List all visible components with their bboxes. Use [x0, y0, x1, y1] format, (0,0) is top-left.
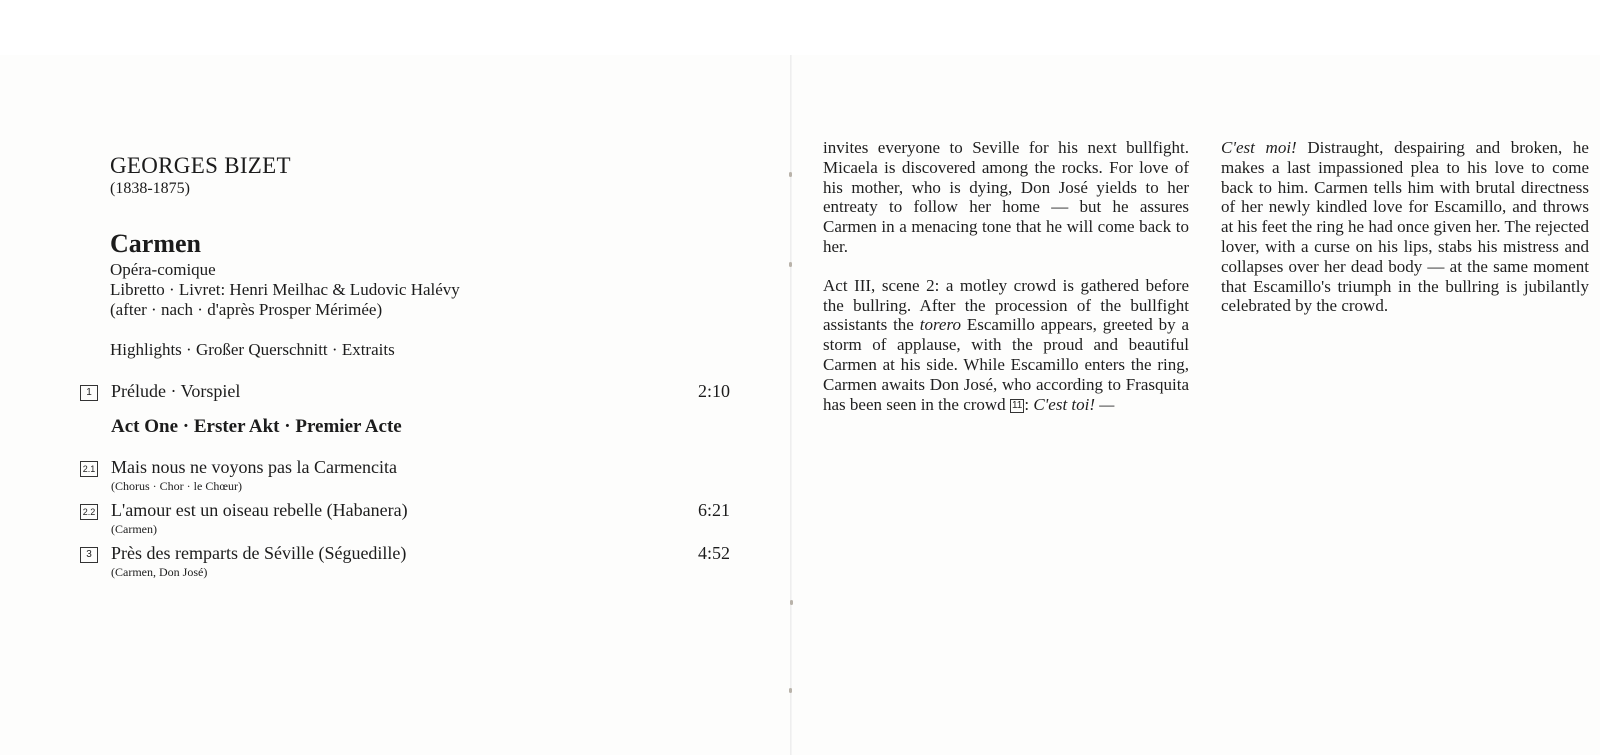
track-number: 1 — [80, 385, 98, 401]
track-number: 3 — [80, 547, 98, 563]
track-performers: (Carmen, Don José) — [111, 565, 208, 579]
track-2-1 — [0, 457, 730, 501]
composer-name: GEORGES BIZET — [110, 153, 291, 178]
synopsis-paragraph — [1221, 138, 1589, 316]
paragraph-text: Escamillo appears, greeted by a storm of applause, with the proud and beautiful Carmen at his side. While Escamillo enters the ring, Carmen awaits Don José, who according to Frasquita has been seen in the crowd — [823, 315, 1189, 414]
track-reference: 11 — [1011, 399, 1023, 411]
act-heading: Act One · Erster Akt · Premier Acte — [111, 416, 402, 437]
paragraph-text: : — [1024, 394, 1034, 414]
fold-mark — [790, 600, 793, 605]
track-2-2 — [0, 500, 730, 544]
fold-mark — [789, 688, 792, 693]
paragraph-text: Act III, scene 2: a motley crowd is gathered before the bullring. After the procession of the bullfight assistants the — [823, 275, 1189, 335]
composer-dates: (1838-1875) — [110, 180, 190, 197]
track-number: 2.2 — [80, 504, 98, 520]
track-title: Près des remparts de Séville (Séguedille) — [111, 543, 407, 563]
track-number: 2.1 — [80, 461, 98, 477]
synopsis-column-2 — [1221, 138, 1589, 335]
track-duration: 4:52 — [697, 543, 730, 563]
track-duration: 2:10 — [697, 381, 730, 401]
synopsis-paragraph — [823, 276, 1189, 415]
track-title: L'amour est un oiseau rebelle (Habanera) — [111, 500, 408, 520]
fold-mark — [789, 172, 792, 177]
synopsis-paragraph: invites everyone to Seville for his next bullfight. Micaela is discovered among the rocks. For love of his mother, who is dying, Don José yields to her entreaty to follow her home — but he assures Carmen in a menacing tone that he will come back to her. — [823, 138, 1189, 256]
track-performers: (Carmen) — [111, 522, 157, 536]
highlights-subtitle: Highlights · Großer Querschnitt · Extraits — [110, 340, 395, 359]
source-credit: (after · nach · d'après Prosper Mérimée) — [110, 300, 383, 319]
italic-quote: C'est moi! — [1221, 138, 1297, 157]
track-performers: (Chorus · Chor · le Chœur) — [111, 479, 242, 493]
opera-genre: Opéra-comique — [110, 260, 216, 279]
scan-top-margin — [0, 0, 1600, 56]
paragraph-text: Distraught, despairing and broken, he makes a last impassioned plea to his love to come back to him. Carmen tells him with brutal directness of her newly kindled love for Escamillo, and throws at his feet the ring he had once given her. The rejected lover, with a curse on his lips, stabs his mistress and collapses over her dead body — at the same moment that Escamillo's triumph in the bullring is jubilantly celebrated by the crowd. — [1221, 138, 1589, 316]
libretto-credit: Libretto · Livret: Henri Meilhac & Ludovic Halévy — [110, 280, 460, 299]
track-title: Mais nous ne voyons pas la Carmencita — [111, 457, 397, 477]
page-fold — [790, 55, 792, 755]
italic-quote: C'est toi! — — [1033, 394, 1115, 414]
track-title: Prélude · Vorspiel — [111, 381, 241, 401]
opera-title: Carmen — [110, 229, 201, 258]
track-duration: 6:21 — [697, 500, 730, 520]
italic-term: torero — [919, 315, 961, 335]
fold-mark — [789, 262, 792, 267]
track-3 — [0, 543, 730, 587]
synopsis-column-1 — [823, 138, 1189, 433]
